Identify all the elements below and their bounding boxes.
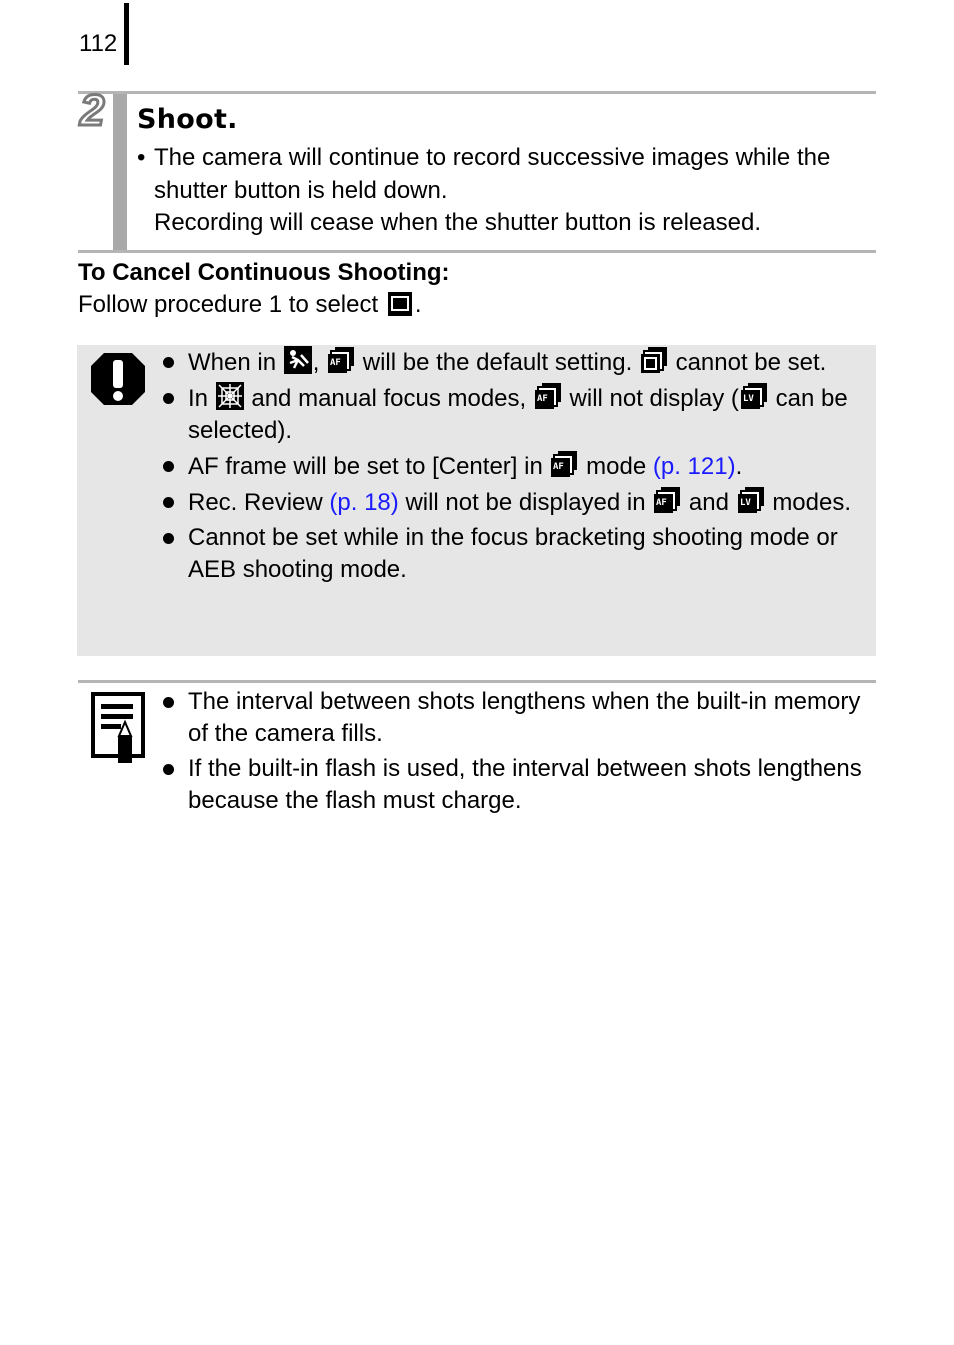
note-item: The interval between shots lengthens when the built-in memory of the camera fills. bbox=[160, 686, 866, 750]
continuous-af-icon bbox=[327, 346, 355, 374]
step-line-3: Recording will cease when the shutter button is released. bbox=[154, 209, 762, 236]
note-icon bbox=[91, 692, 145, 764]
continuous-lv-icon bbox=[740, 382, 768, 410]
svg-text:AF: AF bbox=[553, 462, 565, 472]
step-line-2: shutter button is held down. bbox=[154, 176, 448, 204]
page-number: 112 bbox=[79, 30, 118, 57]
svg-text:AF: AF bbox=[536, 394, 548, 404]
step-title: Shoot. bbox=[137, 104, 238, 135]
step-bottom-rule bbox=[78, 250, 876, 253]
step-body bbox=[137, 142, 877, 240]
step-number: 2 bbox=[80, 86, 105, 135]
svg-text:LV: LV bbox=[742, 394, 754, 404]
caution-item: When in , AF will be the default setting. cannot be set. bbox=[160, 346, 866, 379]
svg-text:LV: LV bbox=[739, 498, 751, 508]
continuous-lv-icon bbox=[737, 486, 765, 514]
cancel-text: Follow procedure 1 to select bbox=[78, 291, 379, 318]
caution-item: Rec. Review (p. 18) will not be displayed in AF and LV modes. bbox=[160, 486, 866, 519]
svg-text:AF: AF bbox=[330, 358, 341, 368]
step-top-rule bbox=[78, 91, 876, 94]
cancel-instruction bbox=[78, 291, 422, 319]
sports-mode-icon bbox=[284, 346, 312, 374]
page-link-121[interactable]: (p. 121) bbox=[652, 453, 736, 480]
note-item: If the built-in flash is used, the interval between shots lengthens because the flash must charge. bbox=[160, 753, 866, 817]
step-side-bar bbox=[113, 94, 127, 250]
cancel-heading: To Cancel Continuous Shooting: bbox=[78, 259, 450, 286]
caution-item: AF frame will be set to [Center] in AF mode (p. 121). bbox=[160, 450, 866, 483]
infinity-mode-icon bbox=[216, 382, 244, 410]
cancel-period: . bbox=[414, 291, 422, 318]
caution-item: In and manual focus modes, AF will not display ( LV can be selected). bbox=[160, 382, 866, 447]
note-list bbox=[160, 686, 866, 820]
caution-item: Cannot be set while in the focus bracketing shooting mode or AEB shooting mode. bbox=[160, 522, 866, 586]
continuous-af-icon bbox=[534, 382, 562, 410]
note-rule bbox=[78, 680, 876, 683]
svg-text:AF: AF bbox=[656, 498, 668, 508]
single-shot-icon bbox=[387, 291, 413, 317]
step-line-1: The camera will continue to record successive images while the bbox=[154, 144, 831, 171]
continuous-icon bbox=[640, 346, 668, 374]
continuous-af-icon bbox=[653, 486, 681, 514]
caution-list bbox=[160, 346, 866, 589]
caution-icon bbox=[90, 352, 146, 406]
page-link-18[interactable]: (p. 18) bbox=[329, 489, 399, 516]
continuous-af-icon bbox=[550, 450, 578, 478]
bullet: • bbox=[137, 144, 146, 171]
page-number-bar bbox=[124, 3, 129, 65]
